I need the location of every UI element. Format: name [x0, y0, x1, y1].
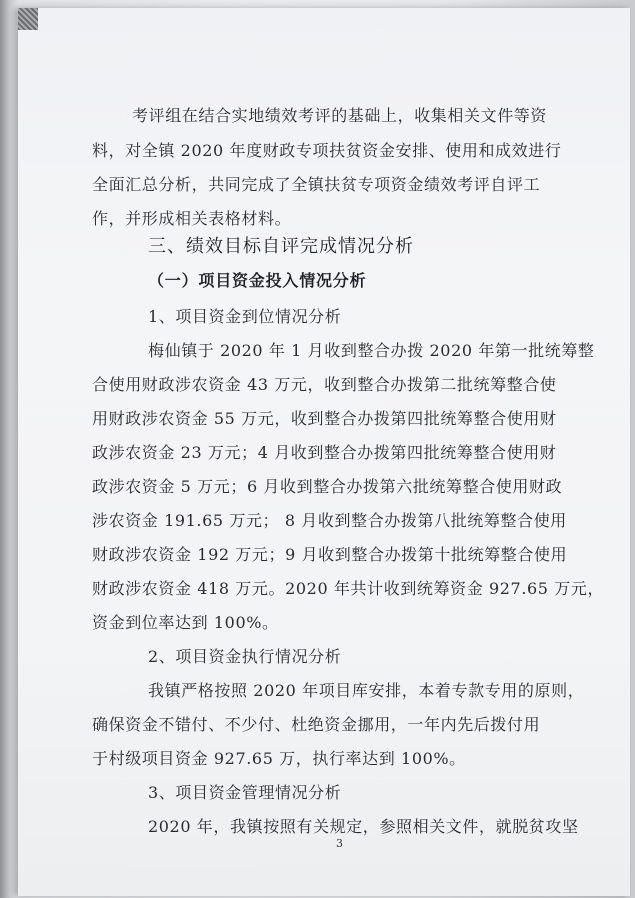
- paragraph-line: 考评组在结合实地绩效考评的基础上，收集相关文件等资: [132, 106, 548, 125]
- paragraph-line: 确保资金不错付、不少付、杜绝资金挪用，一年内先后拨付用: [92, 715, 541, 734]
- section-heading: 三、绩效目标自评完成情况分析: [148, 236, 414, 257]
- subsection-heading: （一）项目资金投入情况分析: [148, 271, 367, 290]
- paragraph-line: 财政涉农资金 418 万元。2020 年共计收到统筹资金 927.65 万元，: [92, 579, 605, 598]
- paragraph-line: 资金到位率达到 100%。: [92, 613, 279, 632]
- item-heading: 2、项目资金执行情况分析: [148, 647, 342, 666]
- paragraph-line: 料，对全镇 2020 年度财政专项扶贫资金安排、使用和成效进行: [92, 141, 562, 160]
- paragraph-line: 用财政涉农资金 55 万元，收到整合办拨第四批统筹整合使用财: [92, 409, 557, 428]
- paragraph-line: 涉农资金 191.65 万元； 8 月收到整合办拨第八批统筹整合使用: [92, 511, 567, 530]
- item-heading: 1、项目资金到位情况分析: [148, 307, 342, 326]
- paragraph-line: 财政涉农资金 192 万元；9 月收到整合办拨第十批统筹整合使用: [92, 545, 568, 564]
- corner-mark: [18, 8, 38, 30]
- paragraph-line: 政涉农资金 23 万元；4 月收到整合办拨第四批统筹整合使用财: [92, 443, 557, 462]
- paragraph-line: 作，并形成相关表格材料。: [92, 209, 292, 228]
- paragraph-line: 政涉农资金 5 万元；6 月收到整合办拨第六批统筹整合使用财政: [92, 477, 563, 496]
- item-heading: 3、项目资金管理情况分析: [148, 783, 342, 802]
- paragraph-line: 合使用财政涉农资金 43 万元，收到整合办拨第二批统筹整合使: [92, 375, 557, 394]
- paragraph-line: 全面汇总分析，共同完成了全镇扶贫专项资金绩效考评自评工: [92, 175, 541, 194]
- paragraph-line: 梅仙镇于 2020 年 1 月收到整合办拨 2020 年第一批统筹整: [148, 341, 595, 360]
- paragraph-line: 于村级项目资金 927.65 万，执行率达到 100%。: [92, 749, 466, 768]
- paragraph-line: 2020 年，我镇按照有关规定，参照相关文件，就脱贫攻坚: [148, 817, 579, 836]
- page-number: 3: [336, 837, 343, 850]
- paragraph-line: 我镇严格按照 2020 年项目库安排，本着专款专用的原则，: [148, 681, 585, 700]
